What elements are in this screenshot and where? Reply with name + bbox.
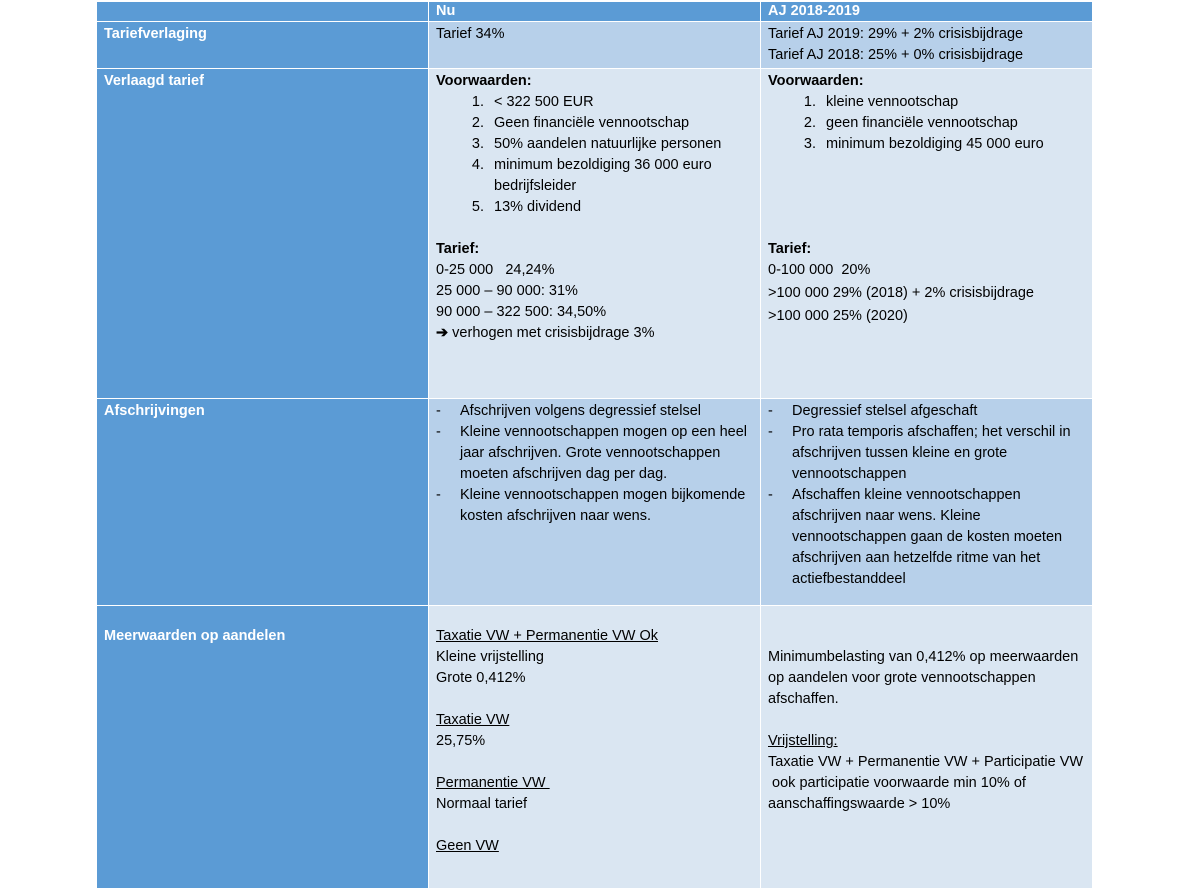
- meerwaarden-aj-paragraph: Minimumbelasting van 0,412% op meerwaarden op aandelen voor grote vennootschappen afschaffen.: [768, 649, 1079, 707]
- meerwaarden-aj-line: Taxatie VW + Permanentie VW + Participatie VW: [768, 754, 1084, 770]
- row-label-verlaagd-tarief: Verlaagd tarief: [97, 69, 429, 399]
- list-item: - Afschaffen kleine vennootschappen afschrijven naar wens. Kleine vennootschappen gaan de kosten moeten afschrijven aan hetzelfde ritme van het actiefbestanddeel: [792, 485, 1085, 590]
- list-item: - Kleine vennootschappen mogen op een heel jaar afschrijven. Grote vennootschappen moeten afschrijven dag per dag.: [460, 422, 753, 485]
- row-label-meerwaarden: Meerwaarden op aandelen: [97, 606, 429, 889]
- list-item: 3. 50% aandelen natuurlijke personen: [488, 134, 753, 155]
- header-empty-cell: [97, 2, 429, 22]
- voorwaarden-list: [768, 92, 1085, 155]
- tarief-title: Tarief:: [436, 241, 480, 257]
- tariefverlaging-nu: Tarief 34%: [429, 22, 761, 69]
- meerwaarden-aj-heading: Vrijstelling:: [768, 733, 838, 749]
- list-item: - Degressief stelsel afgeschaft: [792, 401, 1085, 422]
- list-item: 2. Geen financiële vennootschap: [488, 113, 753, 134]
- row-meerwaarden: [97, 606, 1093, 889]
- list-item: 1. kleine vennootschap: [820, 92, 1085, 113]
- afschrijvingen-nu-list: [436, 401, 753, 527]
- list-item: - Pro rata temporis afschaffen; het verschil in afschrijven tussen kleine en grote vennootschappen: [792, 422, 1085, 485]
- afschrijvingen-nu: [429, 399, 761, 606]
- list-item: 2. geen financiële vennootschap: [820, 113, 1085, 134]
- voorwaarden-list: [436, 92, 753, 218]
- list-item: 1. < 322 500 EUR: [488, 92, 753, 113]
- tarief-line: >100 000 25% (2020): [768, 308, 908, 324]
- row-verlaagd-tarief: [97, 69, 1093, 399]
- tarief-line: >100 000 29% (2018) + 2% crisisbijdrage: [768, 285, 1034, 301]
- tarief-line: 0-25 000 24,24%: [436, 262, 555, 278]
- tarief-line: 25 000 – 90 000: 31%: [436, 283, 578, 299]
- row-label-tariefverlaging: Tariefverlaging: [97, 22, 429, 69]
- meerwaarden-nu-line: Grote 0,412%: [436, 670, 526, 686]
- tarief-title: Tarief:: [768, 241, 812, 257]
- header-row: [97, 2, 1093, 22]
- list-item: 4. minimum bezoldiging 36 000 euro bedrijfsleider: [488, 155, 753, 197]
- tarief-note: [436, 323, 753, 344]
- comparison-table: [96, 1, 1093, 889]
- tarief-line: 0-100 000 20%: [768, 262, 871, 278]
- list-item: - Kleine vennootschappen mogen bijkomende kosten afschrijven naar wens.: [460, 485, 753, 527]
- meerwaarden-nu-line: Normaal tarief: [436, 796, 528, 812]
- voorwaarden-title: Voorwaarden:: [768, 73, 864, 89]
- list-item: 3. minimum bezoldiging 45 000 euro: [820, 134, 1085, 155]
- list-item: 5. 13% dividend: [488, 197, 753, 218]
- meerwaarden-aj-line: ook participatie voorwaarde min 10% of aanschaffingswaarde > 10%: [768, 775, 1030, 812]
- meerwaarden-nu-line: Kleine vrijstelling: [436, 649, 544, 665]
- row-afschrijvingen: [97, 399, 1093, 606]
- verlaagd-nu: [429, 69, 761, 399]
- meerwaarden-nu: [429, 606, 761, 889]
- meerwaarden-aj: [761, 606, 1093, 889]
- voorwaarden-title: Voorwaarden:: [436, 73, 532, 89]
- header-aj: AJ 2018-2019: [761, 2, 1093, 22]
- list-item: - Afschrijven volgens degressief stelsel: [460, 401, 753, 422]
- tarief-note-text: verhogen met crisisbijdrage 3%: [448, 325, 655, 341]
- tariefverlaging-aj: [761, 22, 1093, 69]
- tarief-line: 90 000 – 322 500: 34,50%: [436, 304, 607, 320]
- meerwaarden-nu-line: 25,75%: [436, 733, 486, 749]
- tariefverlaging-aj-line: Tarief AJ 2019: 29% + 2% crisisbijdrage: [768, 26, 1024, 42]
- afschrijvingen-aj: [761, 399, 1093, 606]
- arrow-right-icon: ➔: [436, 325, 449, 341]
- meerwaarden-nu-heading: Geen VW: [436, 838, 499, 854]
- meerwaarden-nu-heading: Taxatie VW: [436, 712, 510, 728]
- afschrijvingen-aj-list: [768, 401, 1085, 590]
- tariefverlaging-aj-line: Tarief AJ 2018: 25% + 0% crisisbijdrage: [768, 47, 1024, 63]
- row-tariefverlaging: [97, 22, 1093, 69]
- row-label-afschrijvingen: Afschrijvingen: [97, 399, 429, 606]
- verlaagd-aj: [761, 69, 1093, 399]
- header-nu: Nu: [429, 2, 761, 22]
- meerwaarden-nu-heading: Taxatie VW + Permanentie VW Ok: [436, 628, 659, 644]
- meerwaarden-nu-heading: Permanentie VW: [436, 775, 550, 791]
